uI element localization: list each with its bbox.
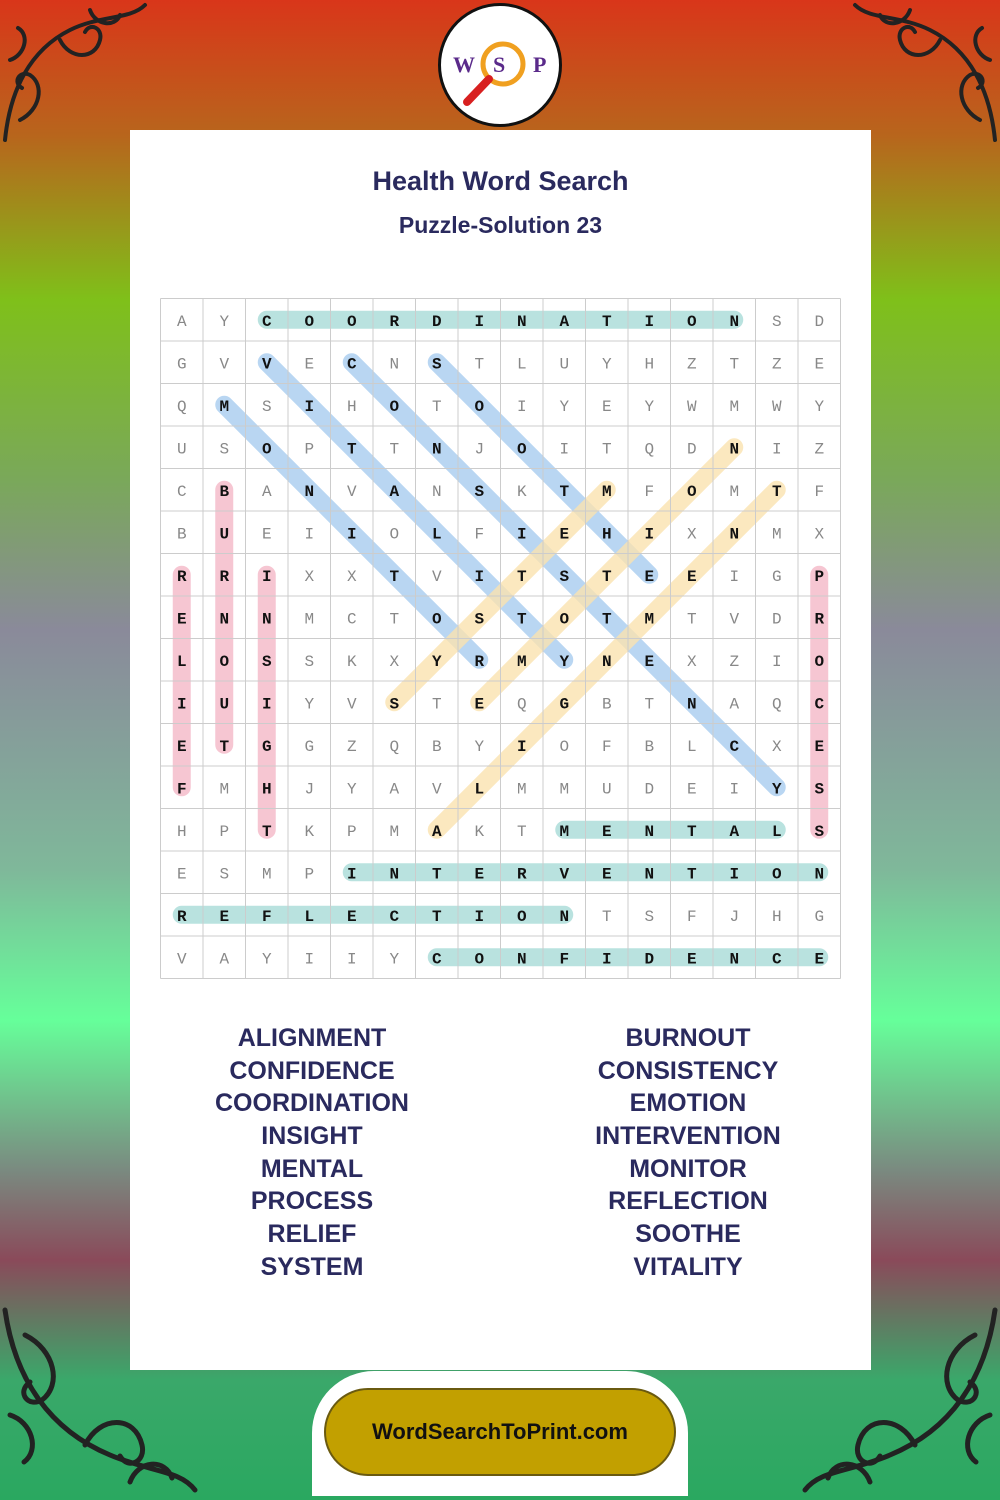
grid-cell[interactable]: N — [516, 950, 527, 969]
grid-cell[interactable]: T — [389, 567, 400, 586]
grid-cell[interactable]: I — [771, 652, 782, 671]
grid-cell[interactable]: H — [771, 907, 782, 926]
grid-cell[interactable]: O — [771, 865, 782, 884]
word-list-item: VITALITY — [633, 1252, 743, 1281]
grid-cell[interactable]: O — [389, 397, 400, 416]
grid-cell[interactable]: Z — [771, 355, 782, 374]
grid-cell[interactable]: F — [644, 482, 655, 501]
grid-cell[interactable]: M — [559, 822, 570, 841]
grid-cell[interactable]: E — [176, 737, 187, 756]
grid-cell[interactable]: N — [729, 312, 740, 331]
grid-cell[interactable]: C — [346, 610, 357, 629]
grid-cell[interactable]: I — [729, 865, 740, 884]
grid-cell[interactable]: H — [261, 780, 272, 799]
grid-cell[interactable]: R — [516, 865, 527, 884]
grid-cell[interactable]: C — [261, 312, 272, 331]
grid-cell[interactable]: H — [346, 397, 357, 416]
grid-cell[interactable]: J — [304, 780, 315, 799]
grid-cell[interactable]: S — [474, 610, 485, 629]
grid-cell[interactable]: E — [644, 652, 655, 671]
grid-cell[interactable]: E — [176, 610, 187, 629]
grid-cell[interactable]: N — [219, 610, 230, 629]
page-subtitle: Puzzle-Solution 23 — [398, 212, 603, 238]
grid-cell[interactable]: Y — [644, 397, 655, 416]
grid-cell[interactable]: M — [771, 525, 782, 544]
grid-cell[interactable]: F — [814, 482, 825, 501]
grid-cell[interactable]: R — [474, 652, 485, 671]
grid-cell[interactable]: E — [261, 525, 272, 544]
word-list-item: ALIGNMENT — [237, 1024, 387, 1052]
grid-cell[interactable]: V — [219, 355, 230, 374]
grid-cell[interactable]: D — [431, 312, 442, 331]
grid-cell[interactable]: E — [601, 397, 612, 416]
grid-cell[interactable]: S — [814, 822, 825, 841]
grid-cell[interactable]: I — [304, 950, 315, 969]
grid-cell[interactable]: G — [304, 737, 315, 756]
word-list-right — [523, 1022, 853, 1284]
grid-cell[interactable]: M — [261, 865, 272, 884]
grid-cell[interactable]: X — [686, 652, 697, 671]
word-list-item: CONFIDENCE — [229, 1056, 395, 1085]
grid-cell[interactable]: T — [389, 440, 400, 459]
grid-cell[interactable]: N — [389, 355, 400, 374]
grid-cell[interactable]: T — [474, 355, 485, 374]
grid-cell[interactable]: N — [304, 482, 315, 501]
grid-cell[interactable]: S — [431, 355, 442, 374]
grid-cell[interactable]: K — [516, 482, 527, 501]
grid-cell[interactable]: N — [729, 525, 740, 544]
site-link-button[interactable]: WordSearchToPrint.com — [324, 1388, 676, 1476]
grid-cell[interactable]: F — [559, 950, 570, 969]
word-list-item: SOOTHE — [635, 1220, 741, 1249]
word-list-item: CONSISTENCY — [597, 1056, 779, 1085]
grid-cell[interactable]: Y — [771, 780, 782, 799]
grid-cell[interactable]: I — [729, 567, 740, 586]
grid-cell[interactable]: E — [686, 567, 697, 586]
grid-cell[interactable]: N — [644, 822, 655, 841]
grid-cell[interactable]: M — [516, 780, 527, 799]
grid-cell[interactable]: C — [814, 695, 825, 714]
grid-cell[interactable]: V — [431, 567, 442, 586]
grid-cell[interactable]: C — [389, 907, 400, 926]
grid-cell[interactable]: R — [176, 907, 187, 926]
grid-cell[interactable]: S — [771, 312, 782, 331]
grid-cell[interactable]: G — [771, 567, 782, 586]
grid-cell[interactable]: A — [261, 482, 272, 501]
grid-cell[interactable]: V — [729, 610, 740, 629]
grid-cell[interactable]: O — [814, 652, 825, 671]
grid-cell[interactable]: C — [771, 950, 782, 969]
grid-cell[interactable]: I — [559, 440, 570, 459]
grid-cell[interactable]: W — [686, 397, 697, 416]
grid-cell[interactable]: M — [729, 482, 740, 501]
grid-cell[interactable]: I — [346, 950, 357, 969]
grid-cell[interactable]: S — [814, 780, 825, 799]
grid-cell[interactable]: T — [431, 695, 442, 714]
grid-cell[interactable]: I — [516, 525, 527, 544]
grid-cell[interactable]: I — [346, 525, 357, 544]
word-list-item: MONITOR — [629, 1154, 747, 1183]
grid-cell[interactable]: I — [644, 525, 655, 544]
grid-cell[interactable]: A — [219, 950, 230, 969]
grid-cell[interactable]: R — [176, 567, 187, 586]
grid-cell[interactable]: S — [219, 865, 230, 884]
grid-cell[interactable]: T — [771, 482, 782, 501]
grid-cell[interactable]: S — [474, 482, 485, 501]
grid-cell[interactable]: E — [814, 355, 825, 374]
grid-cell[interactable]: R — [389, 312, 400, 331]
grid-cell[interactable]: P — [346, 822, 357, 841]
grid-cell[interactable]: T — [601, 440, 612, 459]
grid-cell[interactable]: I — [474, 567, 485, 586]
grid-cell[interactable]: E — [474, 695, 485, 714]
grid-cell[interactable]: I — [346, 865, 357, 884]
grid-cell[interactable]: A — [389, 780, 400, 799]
word-list-item: RELIEF — [267, 1220, 357, 1249]
grid-cell[interactable]: I — [176, 695, 187, 714]
grid-cell[interactable]: B — [601, 695, 612, 714]
grid-cell[interactable]: E — [601, 865, 612, 884]
grid-cell[interactable]: G — [261, 737, 272, 756]
grid-cell[interactable]: Q — [644, 440, 655, 459]
grid-cell[interactable]: Y — [559, 652, 570, 671]
grid-cell[interactable]: E — [176, 865, 187, 884]
grid-cell[interactable]: A — [729, 695, 740, 714]
grid-cell[interactable]: U — [601, 780, 612, 799]
grid-cell[interactable]: A — [389, 482, 400, 501]
grid-cell[interactable]: M — [559, 780, 570, 799]
logo-letter-p: P — [533, 52, 547, 77]
grid-cell[interactable]: H — [601, 525, 612, 544]
grid-cell[interactable]: N — [516, 312, 527, 331]
grid-cell[interactable]: M — [516, 652, 527, 671]
grid-cell[interactable]: N — [601, 652, 612, 671]
grid-cell[interactable]: I — [304, 525, 315, 544]
grid-cell[interactable]: L — [516, 355, 527, 374]
grid-cell[interactable]: T — [559, 482, 570, 501]
grid-cell[interactable]: V — [346, 695, 357, 714]
grid-cell[interactable]: T — [431, 397, 442, 416]
grid-cell[interactable]: S — [261, 397, 272, 416]
grid-cell[interactable]: E — [814, 950, 825, 969]
grid-cell[interactable]: K — [474, 822, 485, 841]
grid-cell[interactable]: N — [729, 950, 740, 969]
grid-cell[interactable]: S — [389, 695, 400, 714]
grid-cell[interactable]: L — [176, 652, 187, 671]
grid-cell[interactable]: H — [644, 355, 655, 374]
grid-cell[interactable]: Q — [389, 737, 400, 756]
grid-cell[interactable]: B — [644, 737, 655, 756]
grid-cell[interactable]: Y — [346, 780, 357, 799]
grid-cell[interactable]: X — [346, 567, 357, 586]
grid-cell[interactable]: F — [601, 737, 612, 756]
grid-cell[interactable]: T — [346, 440, 357, 459]
grid-cell[interactable]: E — [686, 950, 697, 969]
grid-cell[interactable]: E — [601, 822, 612, 841]
grid-cell[interactable]: T — [389, 610, 400, 629]
grid-cell[interactable]: B — [431, 737, 442, 756]
grid-cell[interactable]: O — [389, 525, 400, 544]
grid-cell[interactable]: J — [474, 440, 485, 459]
grid-cell[interactable]: O — [516, 907, 527, 926]
grid-cell[interactable]: S — [559, 567, 570, 586]
grid-cell[interactable]: T — [601, 907, 612, 926]
grid-cell[interactable]: I — [304, 397, 315, 416]
grid-cell[interactable]: L — [686, 737, 697, 756]
grid-cell[interactable]: E — [644, 567, 655, 586]
word-list-left — [147, 1022, 477, 1284]
grid-cell[interactable]: B — [176, 525, 187, 544]
grid-cell[interactable]: I — [601, 950, 612, 969]
grid-cell[interactable]: Y — [304, 695, 315, 714]
grid-cell[interactable]: Y — [814, 397, 825, 416]
grid-cell[interactable]: R — [219, 567, 230, 586]
grid-cell[interactable]: Z — [729, 652, 740, 671]
grid-cell[interactable]: T — [516, 610, 527, 629]
grid-cell[interactable]: T — [686, 865, 697, 884]
grid-cell[interactable]: T — [261, 822, 272, 841]
grid-cell[interactable]: E — [474, 865, 485, 884]
grid-cell[interactable]: U — [219, 525, 230, 544]
grid-cell[interactable]: E — [559, 525, 570, 544]
grid-cell[interactable]: Z — [346, 737, 357, 756]
grid-cell[interactable]: F — [474, 525, 485, 544]
grid-cell[interactable]: I — [261, 695, 272, 714]
grid-cell[interactable]: X — [686, 525, 697, 544]
grid-cell[interactable]: Y — [601, 355, 612, 374]
grid-cell[interactable]: O — [686, 312, 697, 331]
grid-cell[interactable]: T — [686, 822, 697, 841]
ornament-flourish-icon — [0, 0, 150, 150]
grid-cell[interactable]: C — [176, 482, 187, 501]
grid-cell[interactable]: O — [474, 950, 485, 969]
grid-cell[interactable]: E — [814, 737, 825, 756]
grid-cell[interactable]: T — [729, 355, 740, 374]
grid-cell[interactable]: W — [771, 397, 782, 416]
grid-cell[interactable]: P — [304, 440, 315, 459]
word-list-item: SYSTEM — [260, 1252, 364, 1281]
grid-cell[interactable]: Y — [559, 397, 570, 416]
grid-cell[interactable]: E — [686, 780, 697, 799]
grid-cell[interactable]: U — [176, 440, 187, 459]
grid-cell[interactable]: X — [389, 652, 400, 671]
grid-cell[interactable]: A — [729, 822, 740, 841]
grid-cell[interactable]: F — [261, 907, 272, 926]
grid-cell[interactable]: G — [176, 355, 187, 374]
grid-cell[interactable]: N — [644, 865, 655, 884]
grid-cell[interactable]: Y — [474, 737, 485, 756]
grid-cell[interactable]: M — [644, 610, 655, 629]
grid-cell[interactable]: P — [814, 567, 825, 586]
grid-cell[interactable]: I — [516, 737, 527, 756]
grid-cell[interactable]: E — [346, 907, 357, 926]
grid-cell[interactable]: Z — [814, 440, 825, 459]
grid-cell[interactable]: N — [431, 482, 442, 501]
grid-cell[interactable]: N — [729, 440, 740, 459]
grid-cell[interactable]: U — [219, 695, 230, 714]
grid-cell[interactable]: O — [686, 482, 697, 501]
grid-cell[interactable]: V — [261, 355, 272, 374]
grid-cell[interactable]: D — [686, 440, 697, 459]
grid-cell[interactable]: T — [686, 610, 697, 629]
grid-cell[interactable]: F — [176, 780, 187, 799]
grid-cell[interactable]: C — [729, 737, 740, 756]
word-list-item: REFLECTION — [608, 1187, 768, 1216]
grid-cell[interactable]: I — [729, 780, 740, 799]
grid-cell[interactable]: T — [219, 737, 230, 756]
grid-cell[interactable]: A — [559, 312, 570, 331]
grid-cell[interactable]: S — [644, 907, 655, 926]
grid-cell[interactable]: A — [176, 312, 187, 331]
grid-cell[interactable]: T — [516, 822, 527, 841]
grid-cell[interactable]: G — [814, 907, 825, 926]
grid-cell[interactable]: O — [304, 312, 315, 331]
grid-cell[interactable]: L — [771, 822, 782, 841]
grid-cell[interactable]: O — [516, 440, 527, 459]
site-logo[interactable] — [438, 3, 562, 127]
grid-cell[interactable]: Q — [516, 695, 527, 714]
grid-cell[interactable]: E — [304, 355, 315, 374]
logo-letter-w: W — [453, 52, 475, 77]
grid-cell[interactable]: P — [304, 865, 315, 884]
grid-cell[interactable]: D — [814, 312, 825, 331]
grid-cell[interactable]: C — [346, 355, 357, 374]
grid-cell[interactable]: V — [559, 865, 570, 884]
grid-cell[interactable]: T — [601, 610, 612, 629]
grid-cell[interactable]: N — [261, 610, 272, 629]
grid-cell[interactable]: O — [559, 610, 570, 629]
grid-cell[interactable]: O — [219, 652, 230, 671]
grid-cell[interactable]: Q — [176, 397, 187, 416]
grid-cell[interactable]: K — [304, 822, 315, 841]
grid-cell[interactable]: U — [559, 355, 570, 374]
grid-cell[interactable]: M — [304, 610, 315, 629]
grid-cell[interactable]: I — [474, 907, 485, 926]
grid-cell[interactable]: D — [644, 950, 655, 969]
word-search-grid — [160, 298, 841, 979]
ornament-flourish-icon — [850, 0, 1000, 150]
grid-cell[interactable]: S — [304, 652, 315, 671]
word-list-item: PROCESS — [250, 1187, 374, 1216]
grid-cell[interactable]: Y — [389, 950, 400, 969]
grid-cell[interactable]: K — [346, 652, 357, 671]
grid-cell[interactable]: P — [219, 822, 230, 841]
grid-cell[interactable]: T — [431, 907, 442, 926]
grid-cell[interactable]: V — [176, 950, 187, 969]
grid-cell[interactable]: N — [559, 907, 570, 926]
grid-cell[interactable]: M — [389, 822, 400, 841]
grid-cell[interactable]: I — [474, 312, 485, 331]
word-list-item: COORDINATION — [215, 1089, 409, 1118]
grid-cell[interactable]: X — [771, 737, 782, 756]
grid-cell[interactable]: T — [644, 695, 655, 714]
grid-cell[interactable]: N — [431, 440, 442, 459]
grid-cell[interactable]: D — [644, 780, 655, 799]
grid-cell[interactable]: S — [219, 440, 230, 459]
grid-cell[interactable]: G — [559, 695, 570, 714]
grid-cell[interactable]: S — [261, 652, 272, 671]
grid-cell[interactable]: M — [219, 780, 230, 799]
word-list-item: INTERVENTION — [595, 1122, 781, 1151]
grid-cell[interactable]: F — [686, 907, 697, 926]
grid-cell[interactable]: A — [431, 822, 442, 841]
grid-cell[interactable]: Y — [261, 950, 272, 969]
grid-cell[interactable]: I — [771, 440, 782, 459]
grid-cell[interactable]: N — [389, 865, 400, 884]
grid-cell[interactable]: R — [814, 610, 825, 629]
grid-cell[interactable]: T — [516, 567, 527, 586]
grid-cell[interactable]: M — [729, 397, 740, 416]
grid-cell[interactable]: I — [516, 397, 527, 416]
grid-cell[interactable]: O — [474, 397, 485, 416]
grid-cell[interactable]: Y — [219, 312, 230, 331]
grid-cell[interactable]: Y — [431, 652, 442, 671]
grid-cell[interactable]: N — [686, 695, 697, 714]
grid-cell[interactable]: L — [474, 780, 485, 799]
grid-cell[interactable]: V — [346, 482, 357, 501]
grid-cell[interactable]: L — [431, 525, 442, 544]
grid-cell[interactable]: O — [346, 312, 357, 331]
grid-cell[interactable]: Z — [686, 355, 697, 374]
grid-cell[interactable]: L — [304, 907, 315, 926]
grid-cell[interactable]: Q — [771, 695, 782, 714]
word-list-item: EMOTION — [629, 1089, 747, 1118]
grid-cell[interactable]: B — [219, 482, 230, 501]
grid-cell[interactable]: J — [729, 907, 740, 926]
grid-cell[interactable]: T — [601, 312, 612, 331]
grid-cell[interactable]: N — [814, 865, 825, 884]
grid-cell[interactable]: T — [601, 567, 612, 586]
grid-cell[interactable]: I — [644, 312, 655, 331]
grid-cell[interactable]: O — [431, 610, 442, 629]
grid-cell[interactable]: O — [261, 440, 272, 459]
word-list-item: MENTAL — [260, 1154, 364, 1183]
grid-cell[interactable]: I — [261, 567, 272, 586]
grid-cell[interactable]: C — [431, 950, 442, 969]
grid-cell[interactable]: O — [559, 737, 570, 756]
grid-cell[interactable]: T — [431, 865, 442, 884]
page-title: Health Word Search — [372, 166, 629, 196]
word-list-item: INSIGHT — [261, 1122, 363, 1151]
word-list-item: BURNOUT — [625, 1024, 751, 1052]
grid-cell[interactable]: E — [219, 907, 230, 926]
puzzle-card — [130, 130, 871, 1370]
grid-cell[interactable]: H — [176, 822, 187, 841]
logo-letter-s: S — [493, 52, 506, 77]
grid-cell[interactable]: X — [304, 567, 315, 586]
grid-cell[interactable]: X — [814, 525, 825, 544]
grid-cell[interactable]: D — [771, 610, 782, 629]
grid-cell[interactable]: V — [431, 780, 442, 799]
grid-cell[interactable]: M — [219, 397, 230, 416]
grid-cell[interactable]: M — [601, 482, 612, 501]
